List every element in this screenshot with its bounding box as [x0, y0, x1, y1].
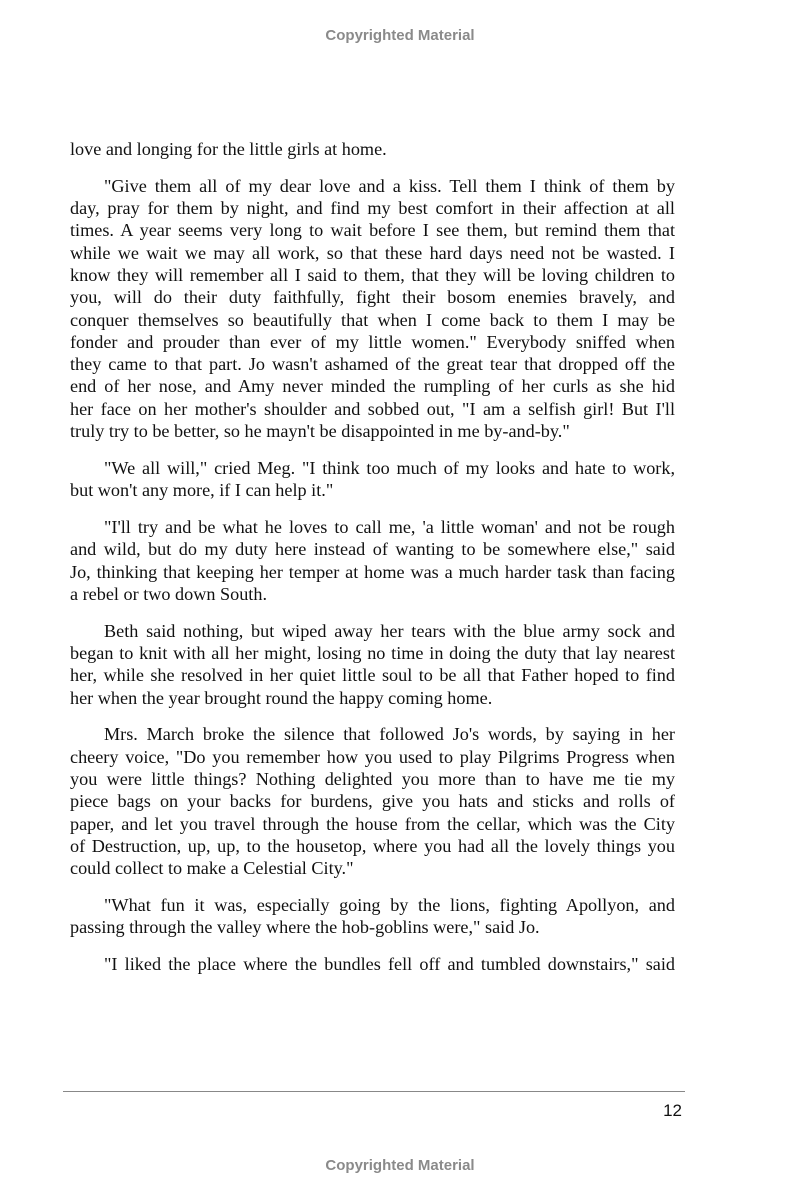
text-line: love and longing for the little girls at home. [70, 139, 387, 159]
paragraph [70, 138, 675, 160]
text-line: Jo, thinking that keeping her temper at home was a much harder task than facing [70, 561, 675, 582]
text-line: conquer themselves so beautifully that when I come back to them I may be [70, 309, 675, 330]
text-line: day, pray for them by night, and find my best comfort in their affection at all [70, 198, 675, 219]
text-line: you, will do their duty faithfully, fight their bosom enemies bravely, and [70, 287, 675, 308]
text-line: "What fun it was, especially going by the lions, fighting Apollyon, and [104, 894, 675, 915]
text-line: you were little things? Nothing delighted you more than to have me tie my [70, 768, 675, 789]
paragraph [70, 723, 675, 879]
text-line: they came to that part. Jo wasn't ashamed of the great tear that dropped off the [70, 354, 675, 375]
paragraph [70, 620, 675, 709]
text-line: "I liked the place where the bundles fell off and tumbled downstairs," said [104, 954, 675, 974]
text-line: cheery voice, "Do you remember how you used to play Pilgrims Progress when [70, 746, 675, 767]
text-line: her face on her mother's shoulder and sobbed out, "I am a selfish girl! But I'll [70, 398, 675, 419]
text-line: Beth said nothing, but wiped away her tears with the blue army sock and [104, 620, 675, 641]
text-line: her when the year brought round the happy coming home. [70, 687, 493, 708]
paragraph [70, 953, 675, 975]
paragraph [70, 175, 675, 443]
text-line: her, while she resolved in her quiet little soul to be all that Father hoped to find [70, 665, 675, 686]
copyright-watermark-bottom: Copyrighted Material [325, 1157, 475, 1174]
text-line: times. A year seems very long to wait before I see them, but remind them that [70, 220, 675, 241]
text-line: paper, and let you travel through the house from the cellar, which was the City [70, 813, 675, 834]
page-number: 12 [663, 1101, 682, 1120]
page-body-text [70, 138, 675, 990]
text-line: end of her nose, and Amy never minded the rumpling of her curls as she hid [70, 376, 675, 397]
text-line: piece bags on your backs for burdens, give you hats and sticks and rolls of [70, 791, 675, 812]
text-line: while we wait we may all work, so that these hard days need not be wasted. I [70, 242, 675, 263]
text-line: truly try to be better, so he mayn't be disappointed in me by-and-by." [70, 421, 570, 442]
text-line: could collect to make a Celestial City." [70, 858, 354, 879]
text-line: began to knit with all her might, losing no time in doing the duty that lay nearest [70, 642, 675, 663]
text-line: passing through the valley where the hob-goblins were," said Jo. [70, 917, 540, 938]
text-line: and wild, but do my duty here instead of wanting to be somewhere else," said [70, 539, 675, 560]
text-line: "We all will," cried Meg. "I think too much of my looks and hate to work, [104, 457, 675, 478]
copyright-watermark-top: Copyrighted Material [325, 27, 475, 44]
text-line: Mrs. March broke the silence that followed Jo's words, by saying in her [104, 724, 675, 745]
paragraph [70, 457, 675, 502]
text-line: "I'll try and be what he loves to call me, 'a little woman' and not be rough [104, 516, 675, 537]
text-line: know they will remember all I said to them, that they will be loving children to [70, 264, 675, 285]
footer-rule [63, 1091, 685, 1092]
paragraph [70, 516, 675, 605]
paragraph [70, 894, 675, 939]
text-line: fonder and prouder than ever of my little women." Everybody sniffed when [70, 331, 675, 352]
text-line: a rebel or two down South. [70, 583, 267, 604]
text-line: "Give them all of my dear love and a kiss. Tell them I think of them by [104, 175, 675, 196]
text-line: but won't any more, if I can help it." [70, 480, 334, 501]
text-line: of Destruction, up, up, to the housetop, where you had all the lovely things you [70, 835, 675, 856]
